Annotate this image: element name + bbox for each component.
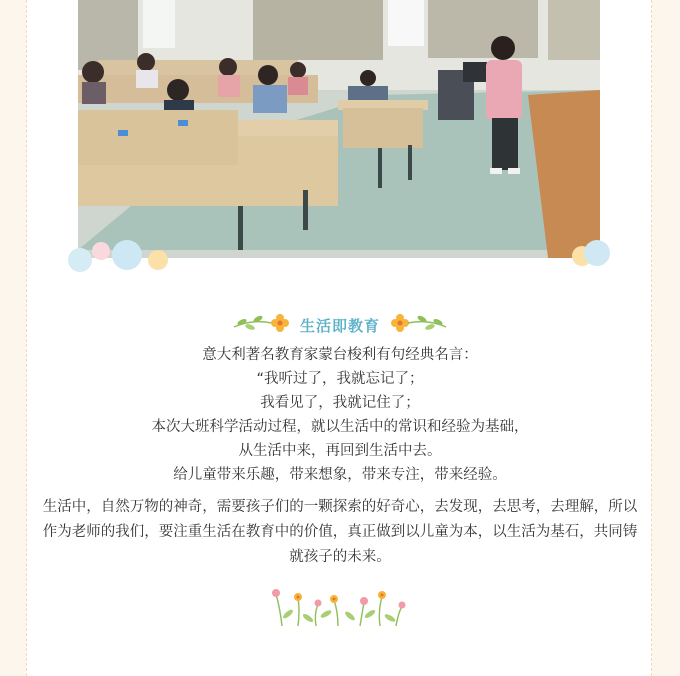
body-paragraph: 生活中，自然万物的神奇，需要孩子们的一颗探索的好奇心，去发现，去思考，去理解，所以作为老师的我们，要注重生活在教育中的价值，真正做到以儿童为本，以生活为基石，共同铸就孩子的未来。: [42, 499, 638, 565]
leaf-sprig-with-flower-icon: [232, 313, 290, 337]
wildflower-meadow-icon: [268, 584, 412, 632]
classroom-photo: [78, 0, 600, 258]
decorative-bubble: [68, 248, 92, 272]
quote-line: 本次大班科学活动过程，就以生活中的常识和经验为基础，: [151, 419, 529, 435]
decorative-bubble: [112, 240, 142, 270]
quote-line: 我看见了，我就记住了；: [260, 395, 420, 411]
flower-with-leaf-sprig-icon: [390, 313, 448, 337]
decorative-bubble: [92, 242, 110, 260]
decorative-bubble: [148, 250, 168, 270]
quote-block: [0, 343, 680, 487]
quote-line: “我听过了，我就忘记了；: [256, 371, 424, 387]
quote-line: 从生活中来，再回到生活中去。: [238, 443, 442, 459]
quote-line: 意大利著名教育家蒙台梭利有句经典名言：: [202, 347, 478, 363]
quote-line: 给儿童带来乐趣，带来想象，带来专注，带来经验。: [173, 467, 507, 483]
section-heading: [0, 313, 680, 337]
heading-title: 生活即教育: [299, 316, 380, 335]
decorative-bubble: [584, 240, 610, 266]
